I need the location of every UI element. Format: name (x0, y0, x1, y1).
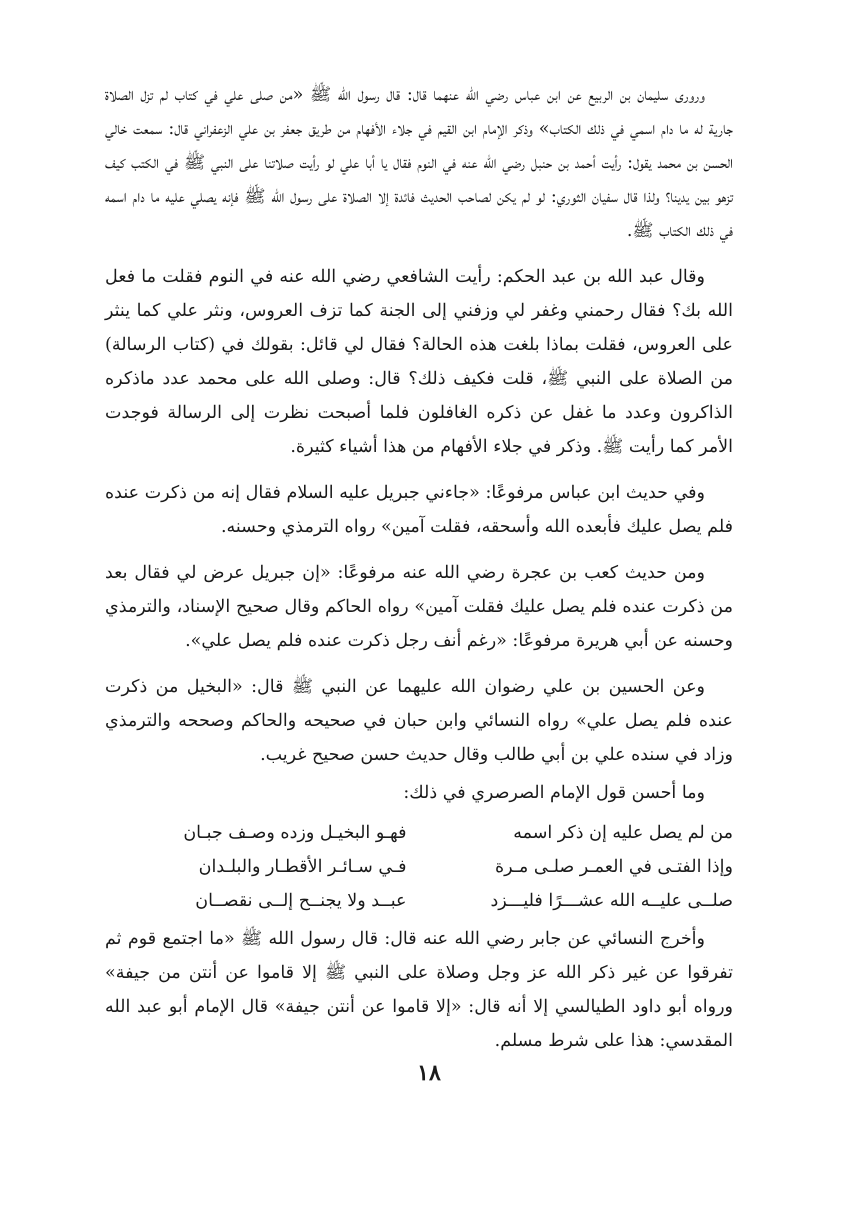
paragraph-spacer (105, 248, 733, 260)
paragraph-spacer (105, 658, 733, 670)
verse-second-hemistich: فـي سـائـر الأقطـار والبلـدان (198, 857, 407, 877)
poem-verse (105, 884, 733, 918)
paragraph-spacer (105, 464, 733, 476)
paragraph-spacer (105, 544, 733, 556)
verse-first-hemistich: من لم يصل عليه إن ذكر اسمه (513, 823, 733, 843)
paragraph-ibn-abbas: وفي حديث ابن عباس مرفوعًا: «جاءني جبريل عليه السلام فقال إنه من ذكرت عنده فلم يصل عليك فأبعده الله وأسحقه، فقلت آمين» رواه الترمذي وحسنه. (105, 483, 733, 537)
verse-first-hemistich: صلــى عليــه الله عشـــرًا فليـــزد (490, 891, 733, 911)
paragraph-jabir-hadith: وأخرج النسائي عن جابر رضي الله عنه قال: قال رسول الله ﷺ «ما اجتمع قوم ثم تفرقوا عن غير ذكر الله عز وجل وصلاة على النبي ﷺ إلا قاموا عن أنتن من جيفة» ورواه أبو داود الطيالسي إلا أنه قال: «إلا قاموا عن أنتن جيفة» قال الإمام أبو عبد الله المقدسي: هذا على شرط مسلم. (105, 929, 733, 1051)
page-body (105, 78, 733, 1058)
paragraph-kaab-ibn-ujra: ومن حديث كعب بن عجرة رضي الله عنه مرفوعًا: «إن جبريل عرض لي فقال بعد من ذكرت عنده فلم يصل عليك فقلت آمين» رواه الحاكم وقال صحيح الإسناد، والترمذي وحسنه عن أبي هريرة مرفوعًا: «رغم أنف رجل ذكرت عنده فلم يصل علي». (105, 563, 733, 651)
poem-verse (105, 816, 733, 850)
paragraph-shafii-dream: وقال عبد الله بن عبد الحكم: رأيت الشافعي رضي الله عنه في النوم فقلت ما فعل الله بك؟ فقال رحمني وغفر لي وزفني إلى الجنة كما تزف العروس، ونثر علي كما ينثر على العروس، فقلت بماذا بلغت هذه الحالة؟ فقال لي قائل: بقولك في (كتاب الرسالة) من الصلاة على النبي ﷺ، قلت فكيف ذلك؟ قال: وصلى الله على محمد عدد ماذكره الذاكرون وعدد ما غفل عن ذكره الغافلون فلما أصبحت نظرت إلى الرسالة فوجدت الأمر كما رأيت ﷺ. وذكر في جلاء الأفهام من هذا أشياء كثيرة. (105, 267, 733, 457)
paragraph-sulayman-hadith: ورورى سليمان بن الربيع عن ابن عباس رضي الله عنهما قال: قال رسول الله ﷺ «من صلى علي في كتاب لم تزل الصلاة جارية له ما دام اسمي في ذلك الكتاب» وذكر الإمام ابن القيم في جلاء الأفهام من طريق جعفر بن علي الزعفراني قال: سمعت خالي الحسن بن محمد يقول: رأيت أحمد بن حنبل رضي الله عنه في النوم فقال يا أبا علي لو رأيت صلاتنا على النبي ﷺ في الكتب كيف تزهو بين يدينا؟ ولذا قال سفيان الثوري: لو لم يكن لصاحب الحديث فائدة إلا الصلاة على رسول الله ﷺ فإنه يصلي عليه ما دام اسمه في ذلك الكتاب ﷺ. (105, 85, 733, 241)
verse-second-hemistich: فهـو البخيـل وزده وصـف جبـان (183, 823, 407, 843)
verse-first-hemistich: وإذا الفتـى في العمـر صلـى مـرة (494, 857, 733, 877)
paragraph-husayn-ibn-ali: وعن الحسين بن علي رضوان الله عليهما عن النبي ﷺ قال: «البخيل من ذكرت عنده فلم يصل علي» رواه النسائي وابن حبان في صحيحه والحاكم وصححه والترمذي وزاد في سنده علي بن أبي طالب وقال حديث حسن صحيح غريب. (105, 677, 733, 765)
verse-second-hemistich: عبــد ولا يجنــح إلــى نقصــان (195, 891, 407, 911)
poem-verse (105, 850, 733, 884)
page-number: ١٨ (417, 1060, 441, 1086)
poem-intro: وما أحسن قول الإمام الصرصري في ذلك: (403, 783, 705, 803)
poem (105, 816, 733, 918)
